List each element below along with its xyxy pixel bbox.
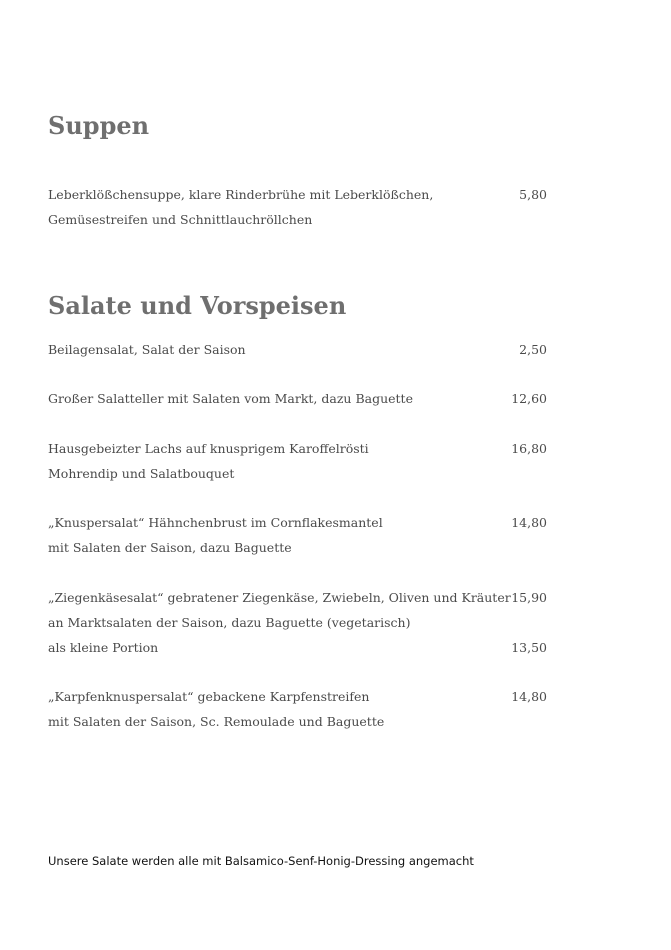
menu-item-price: 2,50 [519,342,547,357]
menu-item-description: Hausgebeizter Lachs auf knusprigem Karoffelrösti [48,441,369,456]
section-title-salate: Salate und Vorspeisen [48,291,347,320]
footer-note: Unsere Salate werden alle mit Balsamico-Senf-Honig-Dressing angemacht [48,854,474,868]
menu-item-description: „Knuspersalat“ Hähnchenbrust im Cornflakesmantel [48,515,383,530]
menu-item-price: 16,80 [511,441,547,456]
menu-item-description: Beilagensalat, Salat der Saison [48,342,246,357]
menu-item-price: 14,80 [511,515,547,530]
menu-item-description: mit Salaten der Saison, dazu Baguette [48,540,292,555]
menu-item-description: „Ziegenkäsesalat“ gebratener Ziegenkäse, Zwiebeln, Oliven und Kräuter [48,590,511,605]
menu-item-description: mit Salaten der Saison, Sc. Remoulade und Baguette [48,714,385,729]
menu-item-price: 12,60 [511,391,547,406]
menu-item-description: Großer Salatteller mit Salaten vom Markt, dazu Baguette [48,391,413,406]
menu-item-price: 14,80 [511,689,547,704]
menu-item-variant-price: 13,50 [511,640,547,655]
menu-item-description: Mohrendip und Salatbouquet [48,466,235,481]
menu-item-price: 5,80 [519,187,547,202]
menu-item-description: „Karpfenknuspersalat“ gebackene Karpfenstreifen [48,689,370,704]
menu-item-variant: als kleine Portion [48,640,159,655]
menu-item-description: Leberklößchensuppe, klare Rinderbrühe mit Leberklößchen, [48,187,434,202]
menu-item-description: an Marktsalaten der Saison, dazu Baguette (vegetarisch) [48,615,411,630]
menu-item-description: Gemüsestreifen und Schnittlauchröllchen [48,212,313,227]
section-title-suppen: Suppen [48,111,150,140]
menu-item-price: 15,90 [511,590,547,605]
